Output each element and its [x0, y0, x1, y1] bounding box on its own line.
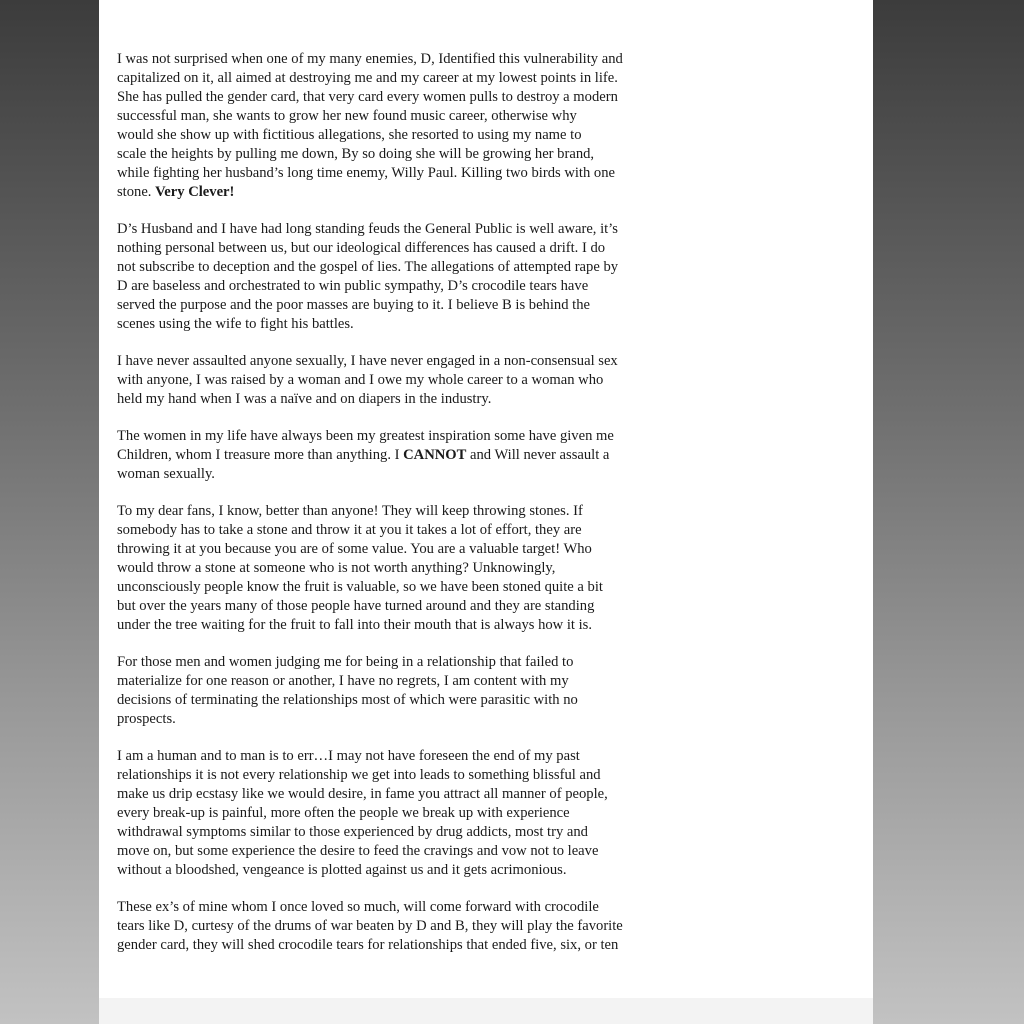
- text-segment: !: [229, 184, 235, 200]
- text-line: capitalized on it, all aimed at destroying me and my career at my lowest points in life.: [117, 70, 618, 86]
- text-line: materialize for one reason or another, I have no regrets, I am content with my: [117, 673, 569, 689]
- text-line: These ex’s of mine whom I once loved so much, will come forward with crocodile: [117, 899, 599, 915]
- text-line: woman sexually.: [117, 466, 215, 482]
- text-line: held my hand when I was a naïve and on diapers in the industry.: [117, 391, 492, 407]
- text-line: nothing personal between us, but our ideological differences has caused a drift. I do: [117, 240, 606, 256]
- text-line: unconsciously people know the fruit is valuable, so we have been stoned quite a bit: [117, 579, 603, 595]
- paragraph-7: [117, 747, 717, 880]
- text-line-emphasis: [117, 183, 717, 202]
- text-line: would throw a stone at someone who is not worth anything? Unknowingly,: [117, 560, 556, 576]
- bold-text: CANNOT: [403, 447, 467, 463]
- text-line: D’s Husband and I have had long standing feuds the General Public is well aware, it’s: [117, 221, 618, 237]
- text-line: while fighting her husband’s long time enemy, Willy Paul. Killing two birds with one: [117, 165, 615, 181]
- text-line: every break-up is painful, more often the people we break up with experience: [117, 805, 570, 821]
- text-line: relationships it is not every relationship we get into leads to something blissful and: [117, 767, 601, 783]
- text-line: D are baseless and orchestrated to win public sympathy, D’s crocodile tears have: [117, 278, 589, 294]
- text-line: served the purpose and the poor masses are buying to it. I believe B is behind the: [117, 297, 590, 313]
- text-line: without a bloodshed, vengeance is plotted against us and it gets acrimonious.: [117, 862, 567, 878]
- text-line: scenes using the wife to fight his battles.: [117, 316, 354, 332]
- text-line: For those men and women judging me for being in a relationship that failed to: [117, 654, 574, 670]
- text-line: prospects.: [117, 711, 176, 727]
- text-line-emphasis: [117, 446, 717, 465]
- paragraph-4: [117, 427, 717, 484]
- text-line: move on, but some experience the desire to feed the cravings and vow not to leave: [117, 843, 599, 859]
- text-line: successful man, she wants to grow her new found music career, otherwise why: [117, 108, 577, 124]
- text-line: make us drip ecstasy like we would desire, in fame you attract all manner of people,: [117, 786, 608, 802]
- text-line: withdrawal symptoms similar to those experienced by drug addicts, most try and: [117, 824, 588, 840]
- paragraph-5: [117, 502, 717, 635]
- text-line: but over the years many of those people have turned around and they are standing: [117, 598, 595, 614]
- text-line: gender card, they will shed crocodile tears for relationships that ended five, six, or ten: [117, 937, 619, 953]
- text-line: She has pulled the gender card, that very card every women pulls to destroy a modern: [117, 89, 618, 105]
- text-line: with anyone, I was raised by a woman and I owe my whole career to a woman who: [117, 372, 604, 388]
- text-segment: Children, whom I treasure more than anything. I: [117, 447, 404, 463]
- text-line: I have never assaulted anyone sexually, I have never engaged in a non-consensual sex: [117, 353, 618, 369]
- paragraph-3: [117, 352, 717, 409]
- text-line: decisions of terminating the relationships most of which were parasitic with no: [117, 692, 578, 708]
- paragraph-2: [117, 220, 717, 334]
- text-line: The women in my life have always been my greatest inspiration some have given me: [117, 428, 614, 444]
- text-line: I am a human and to man is to err…I may not have foreseen the end of my past: [117, 748, 580, 764]
- text-line: somebody has to take a stone and throw it at you it takes a lot of effort, they are: [117, 522, 582, 538]
- text-line: I was not surprised when one of my many enemies, D, Identified this vulnerability and: [117, 51, 623, 67]
- text-segment: and Will never assault a: [466, 447, 610, 463]
- text-segment: stone.: [117, 184, 156, 200]
- text-line: throwing it at you because you are of some value. You are a valuable target! Who: [117, 541, 592, 557]
- text-line: tears like D, curtesy of the drums of war beaten by D and B, they will play the favorite: [117, 918, 623, 934]
- paragraph-1: [117, 50, 717, 202]
- document-body: [117, 50, 717, 973]
- bold-text: Very Clever: [155, 184, 230, 200]
- text-line: To my dear fans, I know, better than anyone! They will keep throwing stones. If: [117, 503, 583, 519]
- text-line: not subscribe to deception and the gospel of lies. The allegations of attempted rape by: [117, 259, 619, 275]
- page-bottom-strip: [99, 998, 873, 1024]
- text-line: under the tree waiting for the fruit to fall into their mouth that is always how it is.: [117, 617, 593, 633]
- text-line: would she show up with fictitious allegations, she resorted to using my name to: [117, 127, 582, 143]
- paragraph-8: [117, 898, 717, 955]
- text-line: scale the heights by pulling me down, By so doing she will be growing her brand,: [117, 146, 595, 162]
- paragraph-6: [117, 653, 717, 729]
